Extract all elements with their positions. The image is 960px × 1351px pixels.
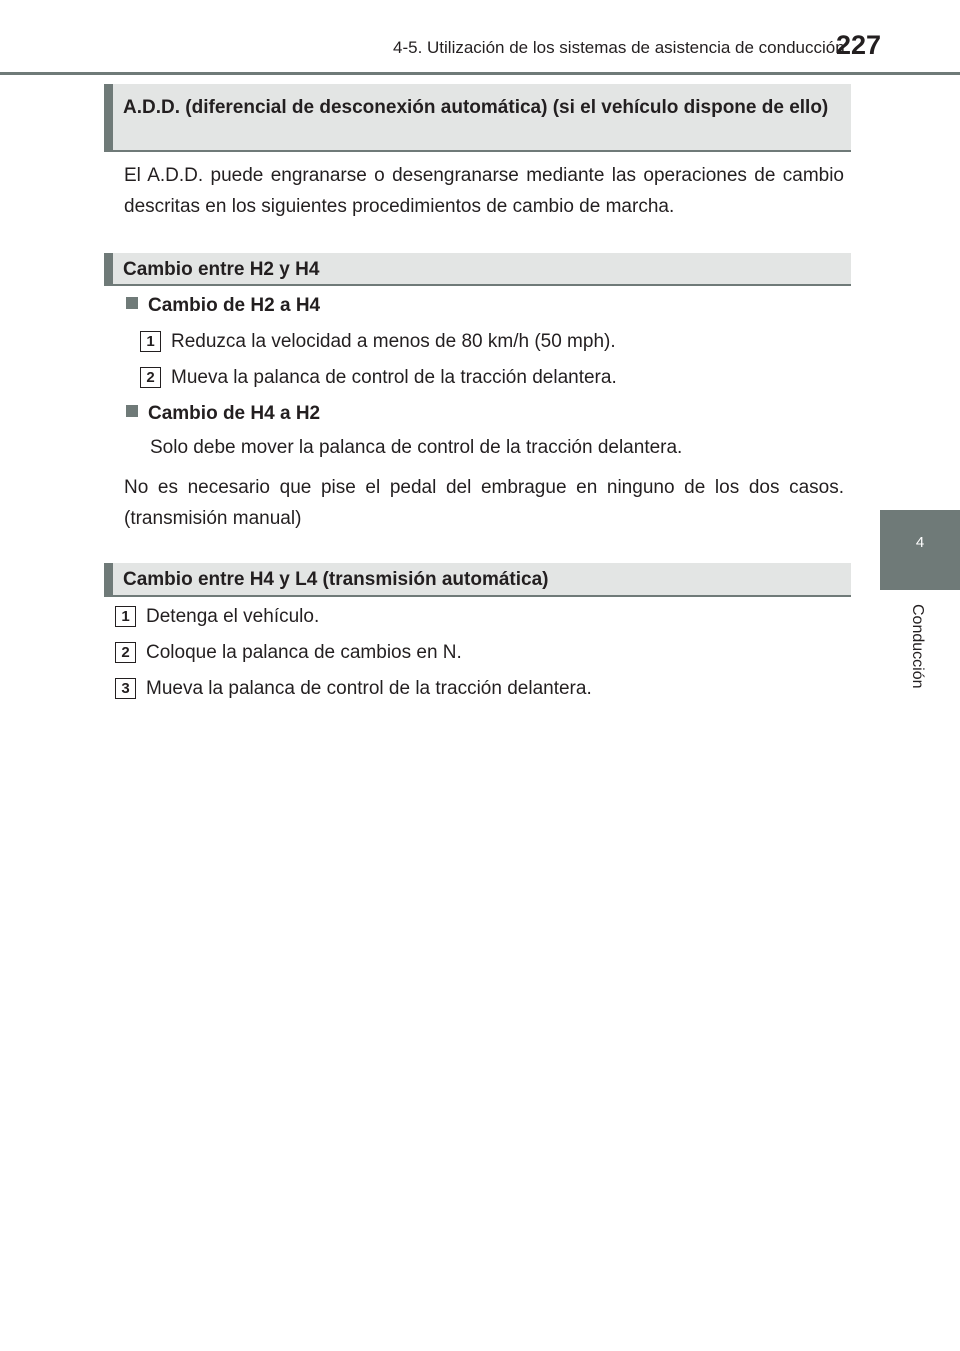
step-text: Reduzca la velocidad a menos de 80 km/h (50 mph). bbox=[171, 331, 616, 352]
chapter-tab-number: 4 bbox=[915, 534, 925, 551]
step-item bbox=[140, 331, 616, 353]
add-description: El A.D.D. puede engranarse o desengranarse mediante las operaciones de cambio descritas en los siguientes procedimientos de cambio de marcha. bbox=[124, 165, 844, 217]
h4-to-h2-instruction: Solo debe mover la palanca de control de la tracción delantera. bbox=[150, 437, 683, 458]
chapter-label: Conducción bbox=[909, 604, 926, 689]
square-bullet-icon bbox=[126, 297, 138, 309]
step-number-badge: 2 bbox=[140, 367, 161, 388]
section-header-h2-h4: Cambio entre H2 y H4 bbox=[104, 253, 851, 286]
step-item bbox=[115, 642, 462, 664]
subheading-h2-to-h4-label: Cambio de H2 a H4 bbox=[148, 295, 321, 316]
header-section-title: 4-5. Utilización de los sistemas de asistencia de conducción bbox=[393, 38, 845, 57]
step-text: Mueva la palanca de control de la tracción delantera. bbox=[171, 367, 617, 388]
step-number-badge: 2 bbox=[115, 642, 136, 663]
step-number-badge: 1 bbox=[140, 331, 161, 352]
step-number-badge: 3 bbox=[115, 678, 136, 699]
subheading-h4-to-h2-label: Cambio de H4 a H2 bbox=[148, 403, 321, 424]
header-rule bbox=[0, 72, 960, 75]
step-item bbox=[115, 606, 319, 628]
step-item bbox=[115, 678, 592, 700]
chapter-tab bbox=[880, 510, 960, 590]
step-number-badge: 1 bbox=[115, 606, 136, 627]
step-item bbox=[140, 367, 617, 389]
section-header-add: A.D.D. (diferencial de desconexión automática) (si el vehículo dispone de ello) bbox=[104, 84, 851, 152]
section-header-h4-l4: Cambio entre H4 y L4 (transmisión automática) bbox=[104, 563, 851, 597]
step-text: Coloque la palanca de cambios en N. bbox=[146, 642, 462, 663]
clutch-note: No es necesario que pise el pedal del embrague en ninguno de los dos casos. (transmisión manual) bbox=[124, 477, 844, 529]
square-bullet-icon bbox=[126, 405, 138, 417]
subheading-h4-to-h2 bbox=[126, 403, 320, 425]
subheading-h2-to-h4 bbox=[126, 295, 320, 317]
page-number: 227 bbox=[836, 30, 882, 60]
step-text: Detenga el vehículo. bbox=[146, 606, 320, 627]
step-text: Mueva la palanca de control de la tracción delantera. bbox=[146, 678, 592, 699]
